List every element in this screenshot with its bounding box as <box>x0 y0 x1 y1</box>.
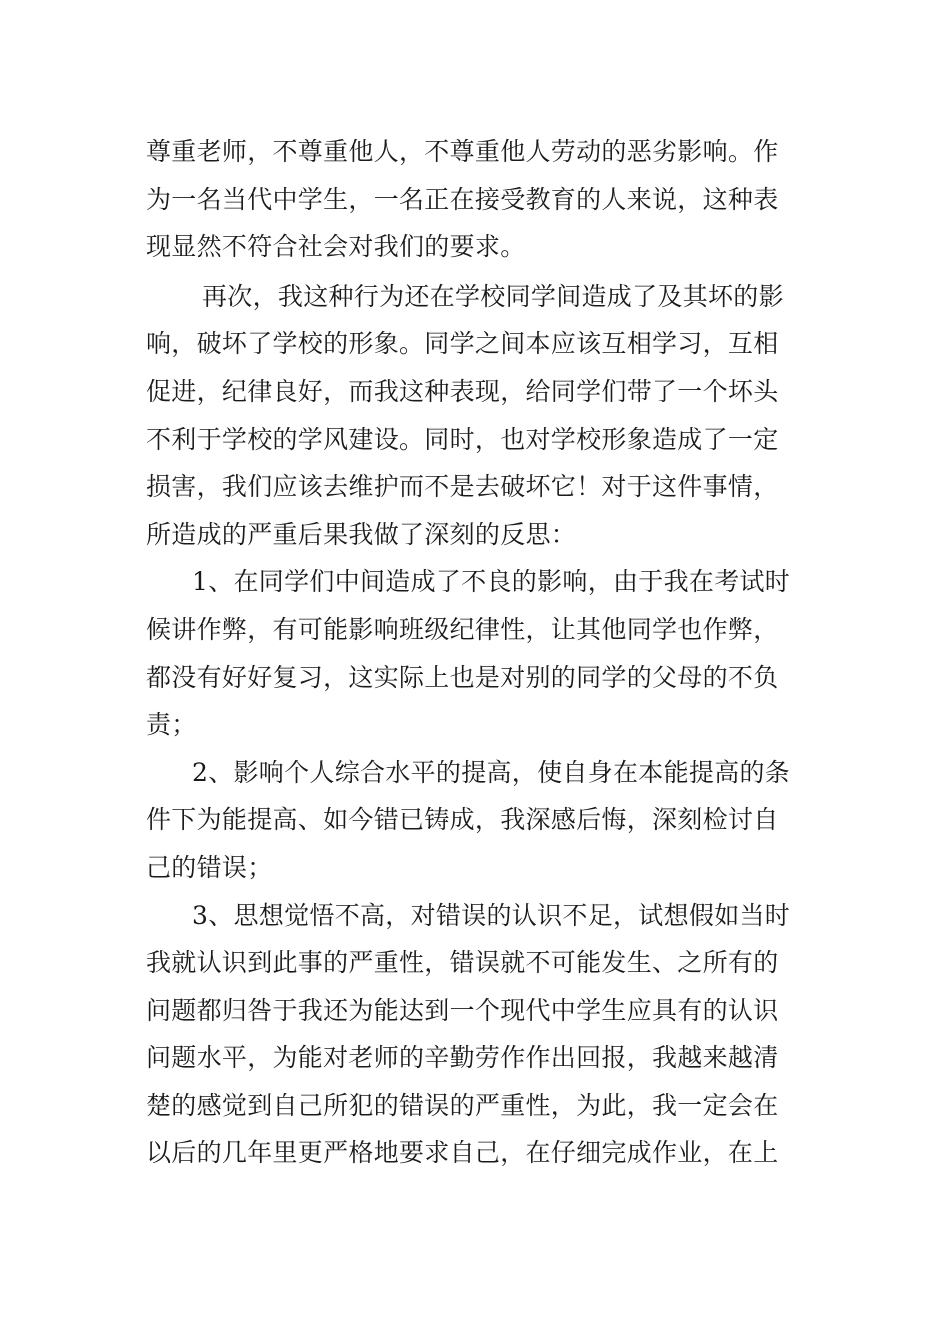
text-line: 问题都归咎于我还为能达到一个现代中学生应具有的认识 <box>146 995 779 1025</box>
text-line: 现显然不符合社会对我们的要求。 <box>146 232 526 262</box>
text-line: 促进，纪律良好，而我这种表现，给同学们带了一个坏头 <box>146 376 779 406</box>
document-body <box>146 128 816 1177</box>
text-line: 不利于学校的学风建设。同时，也对学校形象造成了一定 <box>146 424 779 454</box>
text-line: 所造成的严重后果我做了深刻的反思： <box>146 519 577 549</box>
text-line: 尊重老师，不尊重他人，不尊重他人劳动的恶劣影响。作 <box>146 137 779 166</box>
list-item-3-first-line: 3、思想觉悟不高，对错误的认识不足，试想假如当时 <box>192 900 791 930</box>
list-item-2-first-line: 2、影响个人综合水平的提高，使自身在本能提高的条 <box>192 757 791 787</box>
text-line: 件下为能提高、如今错已铸成，我深感后悔，深刻检讨自 <box>146 805 779 835</box>
text-line: 责； <box>146 710 197 740</box>
text-line: 我就认识到此事的严重性，错误就不可能发生、之所有的 <box>146 948 779 978</box>
text-line: 问题水平，为能对老师的辛勤劳作作出回报，我越来越清 <box>146 1043 779 1073</box>
text-line: 楚的感觉到自己所犯的错误的严重性，为此，我一定会在 <box>146 1090 779 1120</box>
list-item-1-first-line: 1、在同学们中间造成了不良的影响，由于我在考试时 <box>192 567 791 597</box>
text-line: 以后的几年里更严格地要求自己，在仔细完成作业，在上 <box>146 1138 779 1168</box>
text-line: 己的错误； <box>146 852 273 882</box>
text-line: 损害，我们应该去维护而不是去破坏它！对于这件事情， <box>146 472 779 502</box>
text-line: 响，破坏了学校的形象。同学之间本应该互相学习，互相 <box>146 329 779 359</box>
paragraph-first-line: 再次，我这种行为还在学校同学间造成了及其坏的影 <box>202 281 784 311</box>
text-line: 为一名当代中学生，一名正在接受教育的人来说，这种表 <box>146 184 779 214</box>
text-line: 都没有好好复习，这实际上也是对别的同学的父母的不负 <box>146 662 779 692</box>
text-line: 候讲作弊，有可能影响班级纪律性，让其他同学也作弊， <box>146 614 779 644</box>
